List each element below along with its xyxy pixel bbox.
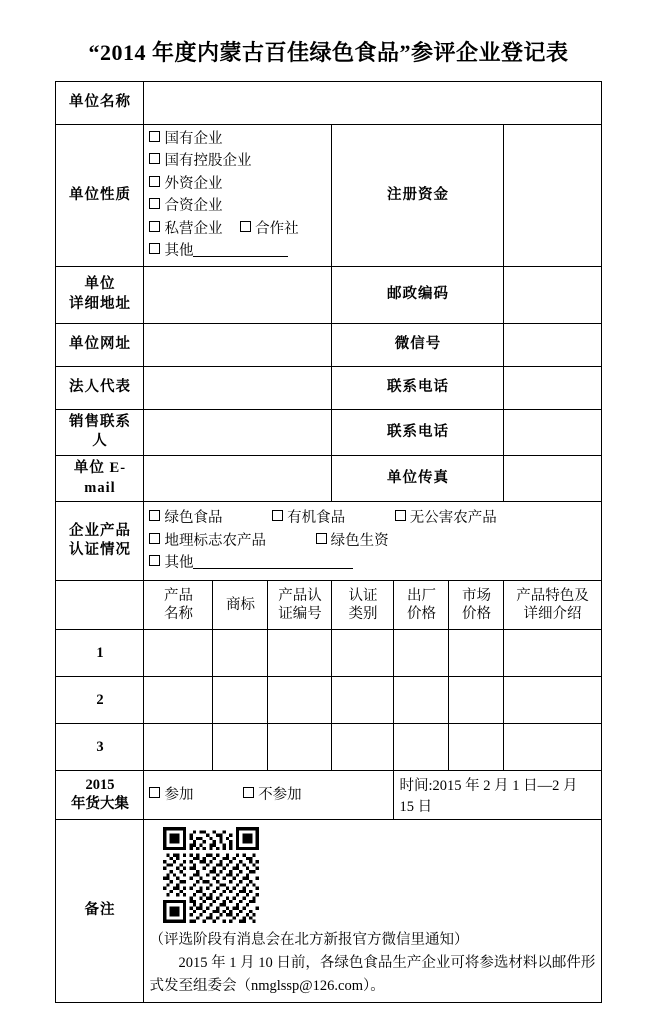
label-legal-rep: 法人代表 xyxy=(56,366,144,409)
product-2-factory-price[interactable] xyxy=(394,677,449,724)
label-remark: 备注 xyxy=(56,820,144,1003)
product-3-trademark[interactable] xyxy=(213,724,268,771)
checkbox-icon[interactable] xyxy=(149,221,160,232)
label-unit-name: 单位名称 xyxy=(56,82,144,125)
checkbox-state-holding[interactable]: 国有控股企业 xyxy=(149,150,251,172)
remark-content xyxy=(144,820,601,1003)
product-3-factory-price[interactable] xyxy=(394,724,449,771)
checkbox-icon[interactable] xyxy=(149,555,160,566)
table-row-website xyxy=(56,323,601,366)
label-email: 单位 E-mail xyxy=(56,455,144,501)
label-contact-phone-1: 联系电话 xyxy=(332,366,504,409)
field-address[interactable] xyxy=(144,266,332,323)
field-contact-phone-2[interactable] xyxy=(504,409,601,455)
table-row-remark xyxy=(56,820,601,1003)
checkbox-other-nature[interactable]: 其他 xyxy=(149,240,288,262)
label-sales-contact: 销售联系人 xyxy=(56,409,144,455)
product-header-index xyxy=(56,581,144,630)
checkbox-green-food[interactable]: 绿色食品 xyxy=(149,507,222,529)
product-1-description[interactable] xyxy=(504,630,601,677)
checkbox-icon[interactable] xyxy=(395,510,406,521)
checkbox-icon[interactable] xyxy=(149,787,160,798)
field-certification-options[interactable] xyxy=(144,502,601,581)
page-title: “2014 年度内蒙古百佳绿色食品”参评企业登记表 xyxy=(88,40,569,65)
checkbox-cooperative[interactable]: 合作社 xyxy=(240,218,299,240)
checkbox-fair-not-join[interactable]: 不参加 xyxy=(243,784,302,806)
table-row-email xyxy=(56,455,601,501)
field-fair-options[interactable] xyxy=(144,771,394,820)
remark-note-1: （评选阶段有消息会在北方新报官方微信里通知） xyxy=(149,932,469,949)
product-1-trademark[interactable] xyxy=(213,630,268,677)
checkbox-geographic-indication[interactable]: 地理标志农产品 xyxy=(149,530,266,552)
checkbox-icon[interactable] xyxy=(240,221,251,232)
field-registered-capital[interactable] xyxy=(504,125,601,267)
checkbox-fair-join[interactable]: 参加 xyxy=(149,784,193,806)
remark-note-2: 2015 年 1 月 10 日前，各绿色食品生产企业可将参选材料以邮件形式发至组委会（nmglssp@126.com）。 xyxy=(149,955,596,995)
checkbox-other-cert[interactable]: 其他 xyxy=(149,552,353,574)
table-row-unit-name xyxy=(56,82,601,125)
checkbox-icon[interactable] xyxy=(149,243,160,254)
checkbox-icon[interactable] xyxy=(149,533,160,544)
label-postcode: 邮政编码 xyxy=(332,266,504,323)
label-unit-nature: 单位性质 xyxy=(56,125,144,267)
table-row-product-2 xyxy=(56,677,601,724)
field-unit-nature-options[interactable] xyxy=(144,125,332,267)
table-row-sales-contact xyxy=(56,409,601,455)
product-2-trademark[interactable] xyxy=(213,677,268,724)
product-3-cert-number[interactable] xyxy=(268,724,332,771)
product-header-cert-type: 认证 类别 xyxy=(332,581,394,630)
product-header-factory-price: 出厂 价格 xyxy=(394,581,449,630)
product-3-market-price[interactable] xyxy=(449,724,504,771)
field-contact-phone-1[interactable] xyxy=(504,366,601,409)
table-row-product-1 xyxy=(56,630,601,677)
checkbox-joint-venture[interactable]: 合资企业 xyxy=(149,195,222,217)
checkbox-organic-food[interactable]: 有机食品 xyxy=(272,507,345,529)
table-row-product-3 xyxy=(56,724,601,771)
checkbox-icon[interactable] xyxy=(149,198,160,209)
checkbox-icon[interactable] xyxy=(149,131,160,142)
checkbox-icon[interactable] xyxy=(272,510,283,521)
field-legal-rep[interactable] xyxy=(144,366,332,409)
table-row-product-headers xyxy=(56,581,601,630)
checkbox-icon[interactable] xyxy=(316,533,327,544)
label-fair: 2015 年货大集 xyxy=(56,771,144,820)
checkbox-icon[interactable] xyxy=(149,153,160,164)
field-sales-contact[interactable] xyxy=(144,409,332,455)
product-3-description[interactable] xyxy=(504,724,601,771)
product-header-cert-number: 产品认 证编号 xyxy=(268,581,332,630)
product-row-number-2: 2 xyxy=(56,677,144,724)
product-header-description: 产品特色及 详细介绍 xyxy=(504,581,601,630)
product-2-cert-type[interactable] xyxy=(332,677,394,724)
product-3-name[interactable] xyxy=(144,724,213,771)
field-unit-name[interactable] xyxy=(144,82,601,125)
product-1-cert-type[interactable] xyxy=(332,630,394,677)
product-row-number-1: 1 xyxy=(56,630,144,677)
product-header-market-price: 市场 价格 xyxy=(449,581,504,630)
product-1-name[interactable] xyxy=(144,630,213,677)
field-postcode[interactable] xyxy=(504,266,601,323)
label-contact-phone-2: 联系电话 xyxy=(332,409,504,455)
table-row-legal-rep xyxy=(56,366,601,409)
table-row-fair xyxy=(56,771,601,820)
registration-form-table xyxy=(55,81,601,1003)
checkbox-state-owned[interactable]: 国有企业 xyxy=(149,128,222,150)
checkbox-icon[interactable] xyxy=(149,176,160,187)
product-header-trademark: 商标 xyxy=(213,581,268,630)
label-address: 单位 详细地址 xyxy=(56,266,144,323)
label-wechat: 微信号 xyxy=(332,323,504,366)
product-2-cert-number[interactable] xyxy=(268,677,332,724)
checkbox-icon[interactable] xyxy=(243,787,254,798)
qr-code-wrap xyxy=(149,827,595,923)
product-row-number-3: 3 xyxy=(56,724,144,771)
field-website[interactable] xyxy=(144,323,332,366)
table-row-address xyxy=(56,266,601,323)
label-website: 单位网址 xyxy=(56,323,144,366)
product-1-factory-price[interactable] xyxy=(394,630,449,677)
table-row-certification xyxy=(56,502,601,581)
product-2-name[interactable] xyxy=(144,677,213,724)
checkbox-foreign[interactable]: 外资企业 xyxy=(149,173,222,195)
field-wechat[interactable] xyxy=(504,323,601,366)
product-3-cert-type[interactable] xyxy=(332,724,394,771)
field-other-nature-input[interactable] xyxy=(193,243,288,257)
label-certification: 企业产品 认证情况 xyxy=(56,502,144,581)
checkbox-pollution-free[interactable]: 无公害农产品 xyxy=(395,507,497,529)
checkbox-green-supplies[interactable]: 绿色生资 xyxy=(316,530,389,552)
product-1-cert-number[interactable] xyxy=(268,630,332,677)
checkbox-private[interactable]: 私营企业 xyxy=(149,218,222,240)
document-page xyxy=(0,36,657,1024)
checkbox-icon[interactable] xyxy=(149,510,160,521)
fair-time-text: 时间:2015 年 2 月 1 日—2 月 15 日 xyxy=(394,771,601,820)
field-other-cert-input[interactable] xyxy=(193,555,353,569)
qr-code-icon xyxy=(163,827,259,923)
label-fax: 单位传真 xyxy=(332,455,504,501)
field-email[interactable] xyxy=(144,455,332,501)
product-2-description[interactable] xyxy=(504,677,601,724)
product-header-name: 产品 名称 xyxy=(144,581,213,630)
field-fax[interactable] xyxy=(504,455,601,501)
label-registered-capital: 注册资金 xyxy=(332,125,504,267)
product-2-market-price[interactable] xyxy=(449,677,504,724)
product-1-market-price[interactable] xyxy=(449,630,504,677)
table-row-unit-nature xyxy=(56,125,601,267)
